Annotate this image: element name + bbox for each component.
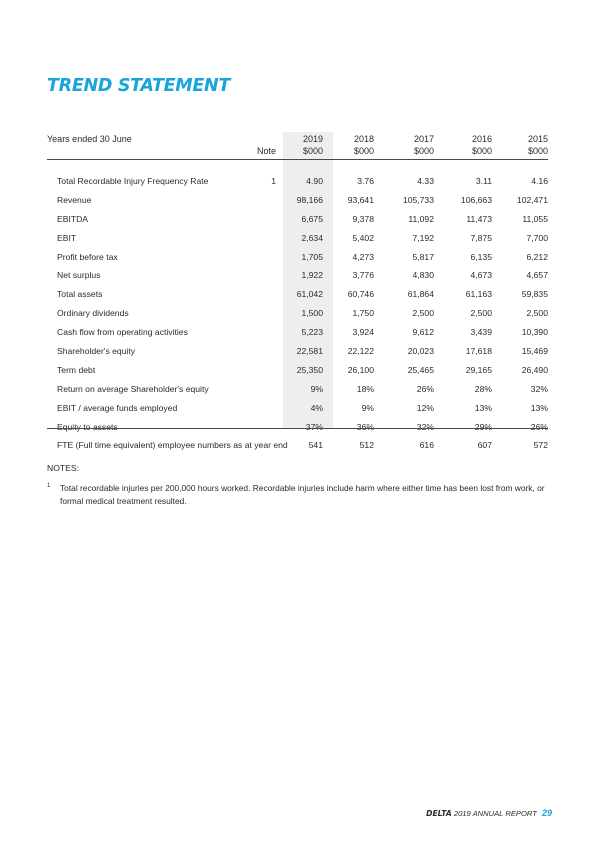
table-cell: 9% — [361, 402, 374, 413]
table-cell: 2,500 — [526, 308, 548, 319]
table-row — [0, 233, 596, 252]
table-row — [0, 327, 596, 346]
table-cell: 2,634 — [301, 232, 323, 243]
table-cell: 98,166 — [296, 194, 323, 205]
footnote-number: 1 — [47, 483, 51, 489]
table-cell: 3,439 — [470, 327, 492, 338]
table-cell: 2,500 — [470, 308, 492, 319]
table-cell: 105,733 — [402, 194, 434, 205]
table-cell: 61,042 — [296, 289, 323, 300]
table-cell: 61,864 — [407, 289, 434, 300]
table-cell: 37% — [305, 421, 323, 432]
table-row — [0, 252, 596, 271]
table-cell: 3,924 — [352, 327, 374, 338]
row-label: Return on average Shareholder's equity — [57, 383, 209, 394]
table-cell: 32% — [530, 383, 548, 394]
unit-header: $000 — [302, 146, 323, 156]
table-cell: 26% — [416, 383, 434, 394]
row-label: Net surplus — [57, 270, 101, 281]
table-cell: 25,350 — [296, 364, 323, 375]
table-cell: 4,657 — [526, 270, 548, 281]
table-cell: 13% — [474, 402, 492, 413]
table-cell: 4,830 — [412, 270, 434, 281]
table-cell: 5,402 — [352, 232, 374, 243]
table-bottom-divider — [47, 428, 548, 429]
row-label: FTE (Full time equivalent) employee numbers as at year end — [57, 440, 288, 451]
years-ended-label: Years ended 30 June — [47, 134, 132, 144]
table-cell: 3,776 — [352, 270, 374, 281]
page-footer — [426, 808, 552, 818]
row-label: Total Recordable Injury Frequency Rate — [57, 176, 209, 186]
table-cell: 3.76 — [357, 176, 374, 186]
table-cell: 4,273 — [352, 251, 374, 262]
page-title: TREND STATEMENT — [47, 76, 231, 96]
table-row — [0, 195, 596, 214]
table-cell: 7,875 — [470, 232, 492, 243]
row-label: EBIT — [57, 232, 77, 243]
table-row — [0, 422, 596, 441]
row-label: Equity to assets — [57, 421, 118, 432]
table-cell: 29,165 — [465, 364, 492, 375]
table-cell: 17,618 — [465, 346, 492, 357]
table-cell: 5,817 — [412, 251, 434, 262]
table-cell: 106,663 — [460, 194, 492, 205]
table-cell: 60,746 — [347, 289, 374, 300]
year-header: 2015 — [527, 134, 548, 144]
table-cell: 607 — [477, 440, 492, 451]
row-label: Profit before tax — [57, 251, 118, 262]
table-cell: 4.16 — [531, 176, 548, 186]
table-cell: 12% — [416, 402, 434, 413]
table-row — [0, 214, 596, 233]
table-cell: 9,378 — [352, 213, 374, 224]
table-cell: 32% — [416, 421, 434, 432]
table-row — [0, 403, 596, 422]
year-header: 2016 — [471, 134, 492, 144]
trend-table-body — [0, 176, 596, 459]
table-cell: 26,100 — [347, 364, 374, 375]
year-header: 2019 — [302, 134, 323, 144]
table-cell: 9,612 — [412, 327, 434, 338]
header-divider — [47, 159, 548, 160]
table-row — [0, 440, 596, 459]
table-cell: 512 — [359, 440, 374, 451]
footer-report-title: 2019 ANNUAL REPORT — [453, 809, 537, 818]
table-cell: 22,581 — [296, 346, 323, 357]
row-label: Revenue — [57, 194, 92, 205]
table-cell: 541 — [308, 440, 323, 451]
unit-header: $000 — [353, 146, 374, 156]
table-cell: 11,092 — [408, 213, 434, 224]
table-cell: 1,922 — [301, 270, 323, 281]
table-cell: 102,471 — [516, 194, 548, 205]
page-number: 29 — [541, 808, 552, 818]
year-header: 2018 — [353, 134, 374, 144]
notes-heading: NOTES: — [47, 463, 79, 473]
table-cell: 5,223 — [301, 327, 323, 338]
table-cell: 11,473 — [466, 213, 492, 224]
table-cell: 18% — [356, 383, 374, 394]
row-label: Cash flow from operating activities — [57, 327, 188, 338]
table-cell: 26% — [530, 421, 548, 432]
row-note: 1 — [271, 176, 276, 186]
table-row — [0, 176, 596, 195]
table-cell: 13% — [530, 402, 548, 413]
table-cell: 28% — [474, 383, 492, 394]
table-cell: 10,390 — [521, 327, 548, 338]
table-row — [0, 270, 596, 289]
table-cell: 93,641 — [347, 194, 374, 205]
table-cell: 6,675 — [301, 213, 323, 224]
unit-header: $000 — [527, 146, 548, 156]
table-cell: 61,163 — [465, 289, 492, 300]
note-header: Note — [256, 146, 276, 156]
table-cell: 4.33 — [417, 176, 434, 186]
table-row — [0, 346, 596, 365]
table-cell: 616 — [419, 440, 434, 451]
unit-header: $000 — [471, 146, 492, 156]
row-label: EBIT / average funds employed — [57, 402, 178, 413]
table-cell: 20,023 — [407, 346, 434, 357]
table-cell: 1,500 — [301, 308, 323, 319]
year-header: 2017 — [413, 134, 434, 144]
table-cell: 3.11 — [475, 176, 492, 186]
table-cell: 9% — [310, 383, 323, 394]
row-label: Term debt — [57, 364, 96, 375]
table-cell: 7,700 — [526, 232, 548, 243]
table-cell: 36% — [356, 421, 374, 432]
table-cell: 25,465 — [407, 364, 434, 375]
table-cell: 2,500 — [412, 308, 434, 319]
row-label: Shareholder's equity — [57, 346, 136, 357]
row-label: Ordinary dividends — [57, 308, 129, 319]
table-cell: 11,055 — [522, 213, 548, 224]
table-cell: 4.90 — [306, 176, 323, 186]
unit-header: $000 — [413, 146, 434, 156]
table-cell: 7,192 — [412, 232, 434, 243]
table-cell: 6,135 — [470, 251, 492, 262]
table-cell: 572 — [533, 440, 548, 451]
table-row — [0, 289, 596, 308]
table-row — [0, 384, 596, 403]
table-cell: 26,490 — [521, 364, 548, 375]
row-label: Total assets — [57, 289, 103, 300]
footnote-text: Total recordable injuries per 200,000 hours worked. Recordable injuries include harm where either time has been lost from work, or formal medical treatment resulted. — [60, 483, 545, 506]
table-cell: 4% — [310, 402, 323, 413]
table-cell: 29% — [474, 421, 492, 432]
table-row — [0, 308, 596, 327]
table-cell: 6,212 — [526, 251, 548, 262]
row-label: EBITDA — [57, 213, 89, 224]
table-cell: 1,750 — [352, 308, 374, 319]
table-cell: 1,705 — [301, 251, 323, 262]
table-cell: 59,835 — [521, 289, 548, 300]
table-cell: 15,469 — [521, 346, 548, 357]
table-cell: 22,122 — [347, 346, 374, 357]
table-row — [0, 365, 596, 384]
table-cell: 4,673 — [470, 270, 492, 281]
footer-brand: DELTA — [426, 809, 452, 818]
